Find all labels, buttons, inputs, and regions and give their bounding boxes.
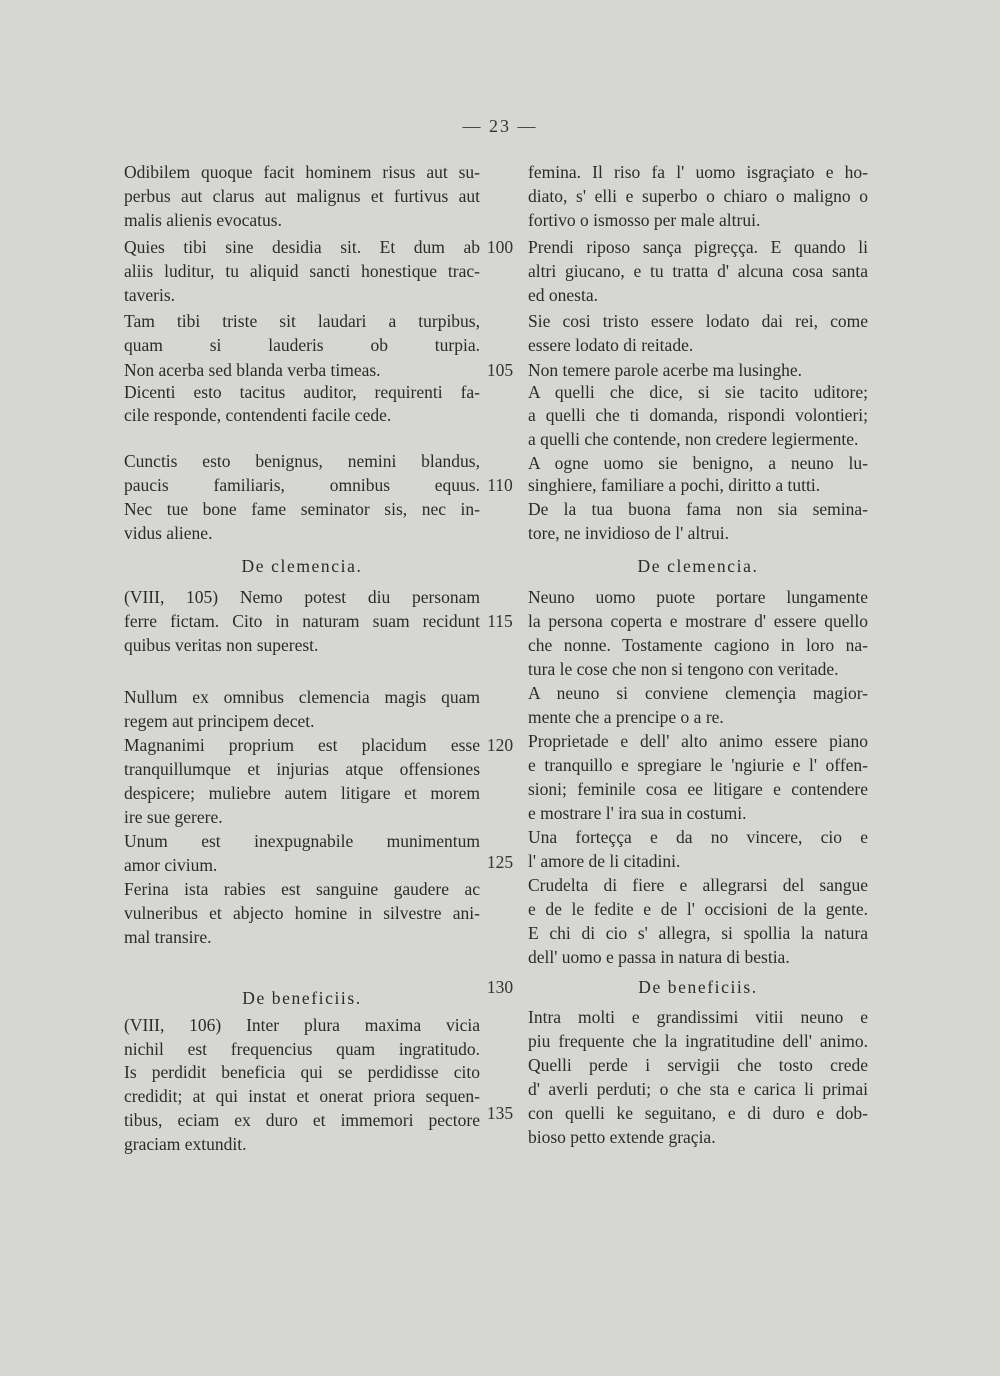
italian-text-line: altri giucano, e tu tratta d' alcuna cosa santa	[528, 261, 868, 281]
line-number: 100	[486, 237, 514, 257]
latin-text-line: quibus veritas non superest.	[124, 635, 319, 655]
italian-text-line: d' averli perduti; o che sta e carica li primai	[528, 1079, 868, 1099]
latin-section-heading: De clemencia.	[241, 556, 363, 576]
latin-text-line: ire sue gerere.	[124, 807, 223, 827]
italian-text-line: Neuno uomo puote portare lungamente	[528, 587, 868, 607]
line-number: 115	[487, 611, 513, 631]
latin-text-line: graciam extundit.	[124, 1134, 247, 1154]
italian-text-line: dell' uomo e passa in natura di bestia.	[528, 947, 790, 967]
latin-text-line: mal transire.	[124, 927, 212, 947]
italian-text-line: a quelli che ti domanda, rispondi volontieri;	[528, 405, 868, 425]
italian-text-line: A quelli che dice, si sie tacito uditore;	[528, 382, 868, 402]
italian-text-line: essere lodato di reitade.	[528, 335, 694, 355]
latin-text-line: Cunctis esto benignus, nemini blandus,	[124, 451, 480, 471]
italian-text-line: e mostrare l' ira sua in costumi.	[528, 803, 747, 823]
italian-text-line: a quelli che contende, non credere legiermente.	[528, 429, 859, 449]
latin-text-line: despicere; muliebre autem litigare et morem	[124, 783, 480, 803]
line-number: 110	[487, 475, 513, 495]
italian-text-line: tore, ne invidioso de l' altrui.	[528, 523, 729, 543]
italian-text-line: Crudelta di fiere e allegrarsi del sangue	[528, 875, 868, 895]
italian-text-line: bioso petto extende graçia.	[528, 1127, 716, 1147]
latin-text-line: nichil est frequencius quam ingratitudo.	[124, 1039, 480, 1059]
latin-text-line: Non acerba sed blanda verba timeas.	[124, 360, 381, 380]
italian-text-line: Proprietade e dell' alto animo essere piano	[528, 731, 868, 751]
latin-section-heading: De beneficiis.	[242, 988, 362, 1008]
latin-text-line: Odibilem quoque facit hominem risus aut su-	[124, 162, 480, 182]
latin-text-line: credidit; at qui instat et onerat priora sequen-	[124, 1086, 480, 1106]
line-number: 125	[486, 852, 514, 872]
latin-text-line: amor civium.	[124, 855, 218, 875]
latin-text-line: aliis luditur, tu aliquid sancti honestique trac-	[124, 261, 480, 281]
italian-text-line: Prendi riposo sança pigreçça. E quando li	[528, 237, 868, 257]
latin-text-line: perbus aut clarus aut malignus et furtivus aut	[124, 186, 480, 206]
italian-text-line: la persona coperta e mostrare d' essere quello	[528, 611, 868, 631]
italian-text-line: piu frequente che la ingratitudine dell' animo.	[528, 1031, 868, 1051]
italian-text-line: Quelli perde i servigii che tosto crede	[528, 1055, 868, 1075]
latin-text-line: (VIII, 105) Nemo potest diu personam	[124, 587, 480, 607]
italian-text-line: tura le cose che non si tengono con veritade.	[528, 659, 839, 679]
latin-text-line: ferre fictam. Cito in naturam suam recidunt	[124, 611, 480, 631]
italian-text-line: che nonne. Tostamente cagiono in loro na-	[528, 635, 868, 655]
latin-text-line: vidus aliene.	[124, 523, 213, 543]
italian-text-line: con quelli ke seguitano, e di duro e dob-	[528, 1103, 868, 1123]
italian-text-line: Non temere parole acerbe ma lusinghe.	[528, 360, 803, 380]
latin-text-line: Quies tibi sine desidia sit. Et dum ab	[124, 237, 480, 257]
italian-text-line: Intra molti e grandissimi vitii neuno e	[528, 1007, 868, 1027]
italian-text-line: fortivo o ismosso per male altrui.	[528, 210, 761, 230]
italian-text-line: Una forteçça e da no vincere, cio e	[528, 827, 868, 847]
latin-text-line: Unum est inexpugnabile munimentum	[124, 831, 480, 851]
italian-text-line: E chi di cio s' allegra, si spollia la natura	[528, 923, 868, 943]
latin-text-line: quam si lauderis ob turpia.	[124, 335, 480, 355]
latin-text-line: cile responde, contendenti facile cede.	[124, 405, 392, 425]
latin-text-line: paucis familiaris, omnibus equus.	[124, 475, 480, 495]
italian-text-line: mente che a prencipe o a re.	[528, 707, 724, 727]
latin-text-line: taveris.	[124, 285, 176, 305]
italian-text-line: singhiere, familiare a pochi, diritto a tutti.	[528, 475, 821, 495]
italian-text-line: De la tua buona fama non sia semina-	[528, 499, 868, 519]
italian-text-line: A ogne uomo sie benigno, a neuno lu-	[528, 453, 868, 473]
latin-text-line: vulneribus et abjecto homine in silvestre ani-	[124, 903, 480, 923]
italian-text-line: e de le fedite e de l' occisioni de la gente.	[528, 899, 868, 919]
line-number: 135	[486, 1103, 514, 1123]
italian-section-heading: De clemencia.	[637, 556, 759, 576]
italian-text-line: sioni; feminile cosa ee litigare e contendere	[528, 779, 868, 799]
latin-text-line: tibus, eciam ex duro et immemori pectore	[124, 1110, 480, 1130]
latin-text-line: Tam tibi triste sit laudari a turpibus,	[124, 311, 480, 331]
page-number: — 23 —	[462, 116, 538, 136]
italian-section-heading: De beneficiis.	[638, 977, 758, 997]
italian-text-line: diato, s' elli e superbo o chiaro o maligno o	[528, 186, 868, 206]
italian-text-line: A neuno si conviene clemençia magior-	[528, 683, 868, 703]
italian-text-line: e tranquillo e spregiare le 'ngiurie e l' offen-	[528, 755, 868, 775]
italian-text-line: femina. Il riso fa l' uomo isgraçiato e ho-	[528, 162, 868, 182]
latin-text-line: Is perdidit beneficia qui se perdidisse cito	[124, 1062, 480, 1082]
line-number: 105	[486, 360, 514, 380]
latin-text-line: malis alienis evocatus.	[124, 210, 282, 230]
latin-text-line: Magnanimi proprium est placidum esse	[124, 735, 480, 755]
latin-text-line: tranquillumque et injurias atque offensiones	[124, 759, 480, 779]
latin-text-line: (VIII, 106) Inter plura maxima vicia	[124, 1015, 480, 1035]
latin-text-line: Dicenti esto tacitus auditor, requirenti fa-	[124, 382, 480, 402]
italian-text-line: ed onesta.	[528, 285, 598, 305]
line-number: 130	[486, 977, 514, 997]
latin-text-line: regem aut principem decet.	[124, 711, 315, 731]
line-number: 120	[486, 735, 514, 755]
italian-text-line: l' amore de li citadini.	[528, 851, 681, 871]
latin-text-line: Nec tue bone fame seminator sis, nec in-	[124, 499, 480, 519]
latin-text-line: Ferina ista rabies est sanguine gaudere ac	[124, 879, 480, 899]
italian-text-line: Sie cosi tristo essere lodato dai rei, come	[528, 311, 868, 331]
latin-text-line: Nullum ex omnibus clemencia magis quam	[124, 687, 480, 707]
